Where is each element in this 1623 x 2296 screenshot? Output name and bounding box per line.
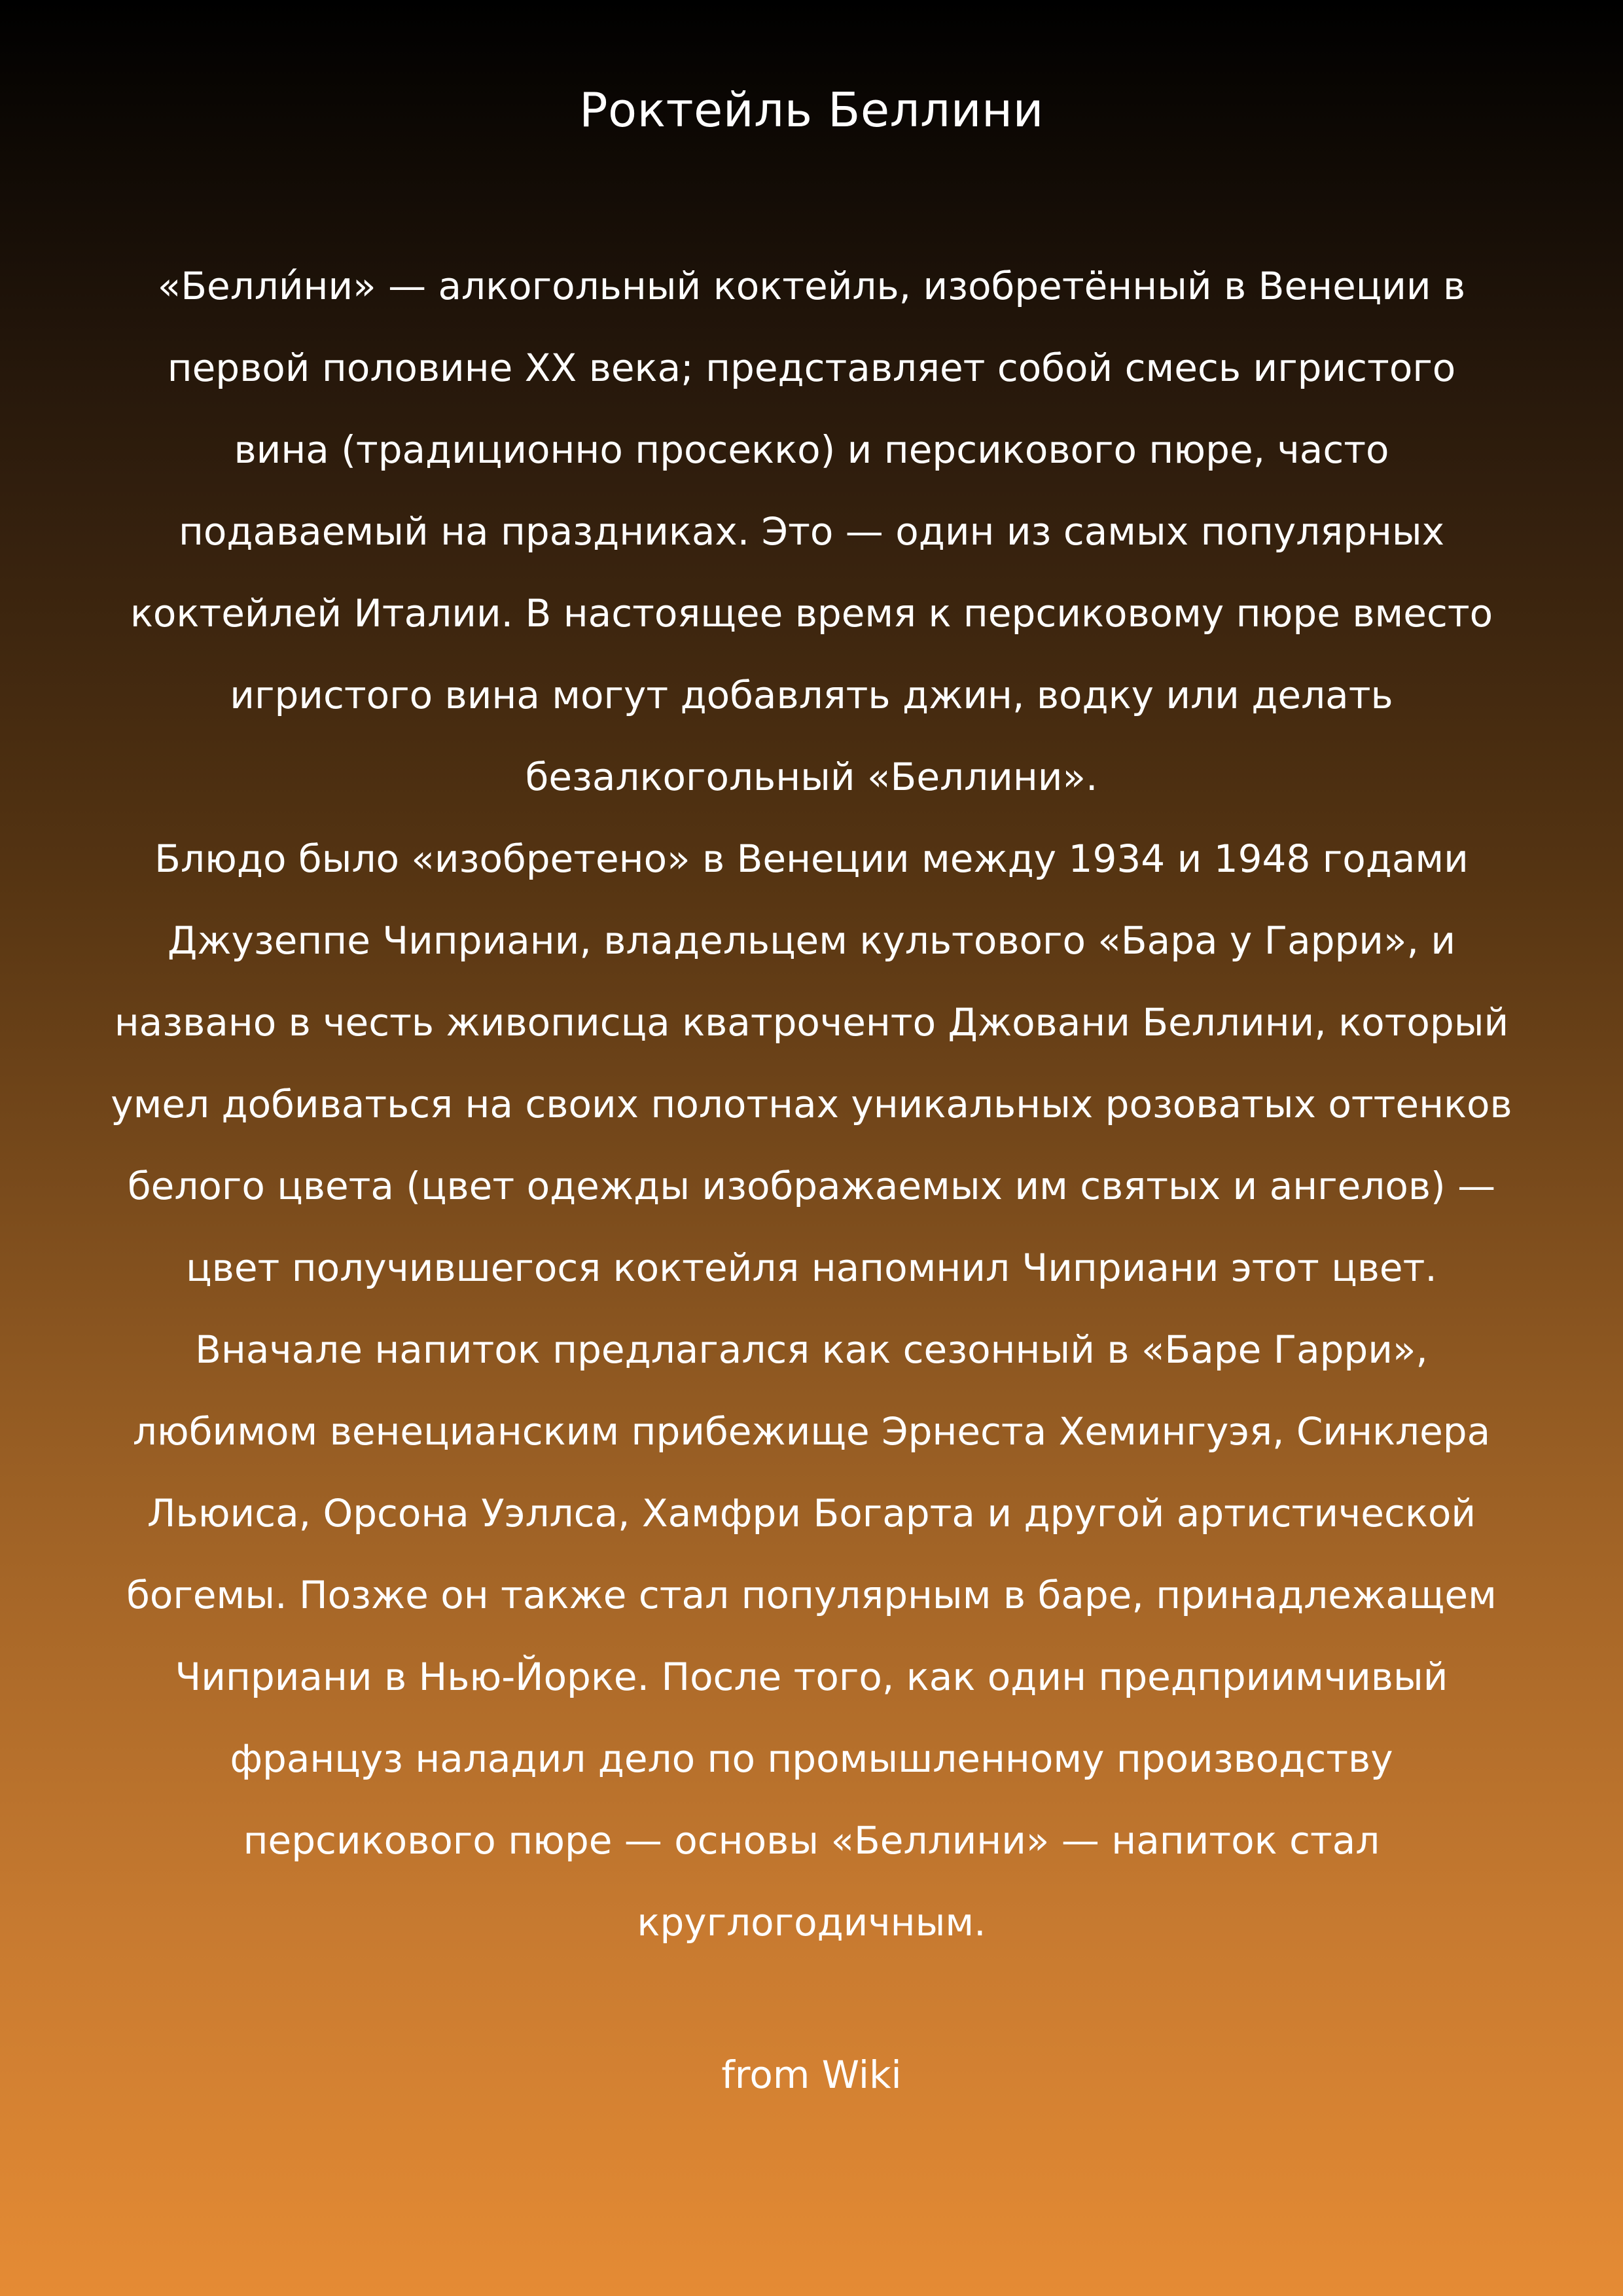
body-line: Блюдо было «изобретено» в Венеции между 1934 и 1948 годами: [154, 836, 1469, 881]
body-line: любимом венецианским прибежище Эрнеста Хемингуэя, Синклера: [132, 1409, 1491, 1454]
body-line: названо в честь живописца кватроченто Джовани Беллини, который: [114, 1000, 1509, 1045]
document-title: Роктейль Беллини: [579, 82, 1044, 137]
source-credit: from Wiki: [721, 2053, 902, 2097]
body-line: Чиприани в Нью-Йорке. После того, как один предприимчивый: [175, 1655, 1448, 1699]
body-line: вина (традиционно просекко) и персикового пюре, часто: [234, 427, 1389, 472]
body-line: коктейлей Италии. В настоящее время к персиковому пюре вместо: [130, 591, 1493, 636]
body-line: Льюиса, Орсона Уэллса, Хамфри Богарта и другой артистической: [147, 1491, 1476, 1535]
body-line: игристого вина могут добавлять джин, водку или делать: [230, 673, 1393, 717]
body-line: богемы. Позже он также стал популярным в баре, принадлежащем: [126, 1573, 1497, 1617]
body-line: круглогодичным.: [637, 1900, 986, 1945]
body-line: «Белли́ни» — алкогольный коктейль, изобретённый в Венеции в: [157, 264, 1466, 308]
body-line: белого цвета (цвет одежды изображаемых им святых и ангелов) —: [127, 1164, 1496, 1208]
body-line: француз наладил дело по промышленному производству: [230, 1736, 1393, 1781]
body-line: персикового пюре — основы «Беллини» — напиток стал: [243, 1818, 1380, 1863]
body-line: Вначале напиток предлагался как сезонный в «Баре Гарри»,: [195, 1327, 1428, 1372]
body-line: подаваемый на праздниках. Это — один из самых популярных: [178, 509, 1445, 554]
document-body: [98, 245, 1525, 1964]
body-line: цвет получившегося коктейля напомнил Чиприани этот цвет.: [186, 1246, 1437, 1290]
body-line: первой половине XX века; представляет собой смесь игристого: [167, 346, 1456, 390]
body-line: Джузеппе Чиприани, владельцем культового «Бара у Гарри», и: [167, 918, 1456, 963]
body-line: безалкогольный «Беллини».: [525, 755, 1098, 799]
body-line: умел добиваться на своих полотнах уникальных розоватых оттенков: [111, 1082, 1512, 1126]
